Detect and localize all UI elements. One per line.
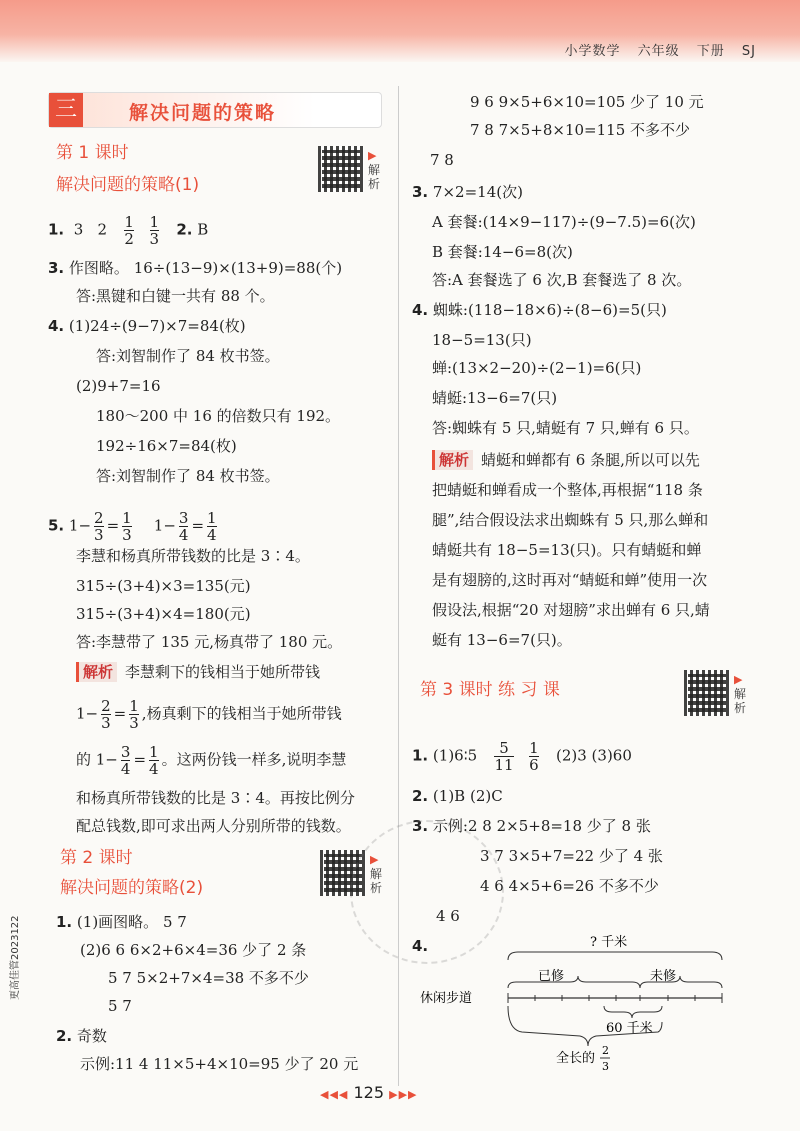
- l2-q1-line1: 1. (1)画图略。 5 7: [56, 913, 187, 931]
- lesson1-subtitle: 解决问题的策略(1): [56, 175, 200, 195]
- qr-analysis-label: ▶解析: [368, 149, 381, 191]
- page-number: 125: [353, 1083, 385, 1102]
- l1-q4-line3: (2)9+7=16: [76, 377, 161, 395]
- l3-q3-line3: 4 6 4×5+6=26 不多不少: [480, 877, 659, 895]
- l1-q4-line6: 答:刘智制作了 84 枚书签。: [96, 467, 280, 485]
- r-line1: 9 6 9×5+6×10=105 少了 10 元: [470, 93, 704, 111]
- header-edition: SJ: [741, 44, 756, 59]
- r-q3-line1: 3. 7×2=14(次): [412, 183, 523, 201]
- full-length-label: 全长的: [556, 1051, 596, 1066]
- repaired-brace: [508, 976, 640, 988]
- l1-q4-line4: 180～200 中 16 的倍数只有 192。: [96, 407, 341, 425]
- play-icon: ▶: [368, 149, 377, 162]
- r-q4-line2: 18−5=13(只): [432, 331, 532, 349]
- l3-q2: 2. (1)B (2)C: [412, 787, 503, 805]
- r-line3: 7 8: [430, 151, 454, 169]
- l1-q3-line1: 3. 作图略。 16÷(13−9)×(13+9)=88(个): [48, 259, 343, 277]
- book-header: [564, 40, 756, 59]
- qr-code-icon[interactable]: [684, 670, 730, 716]
- l1-q5-line5: 答:李慧带了 135 元,杨真带了 180 元。: [76, 633, 343, 651]
- r-analysis-line6: 假设法,根据“20 对翅膀”求出蝉有 6 只,蜻: [432, 601, 710, 619]
- r-analysis-line3: 腿”,结合假设法求出蜘蛛有 5 只,那么蝉和: [432, 511, 709, 529]
- l1-q4-line2: 答:刘智制作了 84 枚书签。: [96, 347, 280, 365]
- lesson2-title: 第 2 课时: [60, 848, 133, 868]
- l1-q5-line1: 5. 1− $\frac{2}{3}$ = $\frac{1}{3}$ 1− $\frac{3}{4}$ = $\frac{1}{4}$: [48, 509, 217, 544]
- fraction: $\frac{1}{2}$: [124, 213, 134, 248]
- lesson1-title: 第 1 课时: [56, 143, 129, 163]
- prev-arrows-icon: ◀◀◀: [320, 1088, 349, 1101]
- play-icon: ▶: [734, 673, 743, 686]
- l2-q2-line1: 2. 奇数: [56, 1027, 107, 1045]
- r-analysis-line2: 把蜻蜓和蝉看成一个整体,再根据“118 条: [432, 481, 703, 499]
- qr-analysis-label: ▶解析: [734, 673, 747, 715]
- l1-analysis-line1: 解析 李慧剩下的钱相当于她所带钱: [76, 662, 320, 682]
- r-q4-line3: 蝉:(13×2−20)÷(2−1)=6(只): [432, 359, 642, 377]
- l2-q1-line3: 5 7 5×2+7×4=38 不多不少: [108, 969, 309, 987]
- header-grade: 六年级: [637, 44, 680, 59]
- lesson2-subtitle: 解决问题的策略(2): [60, 878, 204, 898]
- segment-brace: [604, 1006, 662, 1018]
- l3-q3-line2: 3 7 3×5+7=22 少了 4 张: [480, 847, 663, 865]
- r-analysis-line7: 蜓有 13−6=7(只)。: [432, 631, 572, 649]
- unrepaired-label: 未修: [650, 969, 677, 984]
- unit-title: 解决问题的策略: [129, 102, 277, 124]
- l1-analysis-line2: 1− $\frac{2}{3}$ = $\frac{1}{3}$ ,杨真剩下的钱相当于她所带钱: [76, 697, 342, 732]
- analysis-tag: 解析: [432, 450, 473, 470]
- header-volume: 下册: [696, 44, 725, 59]
- next-arrows-icon: ▶▶▶: [389, 1088, 418, 1101]
- unit-number: 三: [49, 93, 83, 127]
- r-q3-line2: A 套餐:(14×9−117)÷(9−7.5)=6(次): [432, 213, 696, 231]
- r-q4-line4: 蜻蜓:13−6=7(只): [432, 389, 558, 407]
- fraction: $\frac{1}{3}$: [149, 213, 160, 248]
- l1-q5-line3: 315÷(3+4)×3=135(元): [76, 577, 251, 595]
- l2-q1-line4: 5 7: [108, 997, 132, 1015]
- segment-label: 60 千米: [606, 1021, 653, 1036]
- l3-q3-line1: 3. 示例:2 8 2×5+8=18 少了 8 张: [412, 817, 651, 835]
- full-frac-den: 3: [602, 1060, 609, 1073]
- side-print-code: 更高佳管2023122: [10, 915, 21, 1000]
- r-analysis-line4: 蜻蜓共有 18−5=13(只)。只有蜻蜓和蝉: [432, 541, 702, 559]
- road-label: 休闲步道: [420, 991, 473, 1006]
- l2-q1-line2: (2)6 6 6×2+6×4=36 少了 2 条: [80, 941, 307, 959]
- diagram-total-label: ? 千米: [590, 935, 628, 950]
- qr-code-icon[interactable]: [318, 146, 364, 192]
- total-brace: [508, 952, 722, 960]
- l3-q3-line4: 4 6: [436, 907, 460, 925]
- r-analysis-line5: 是有翅膀的,这时再对“蜻蜓和蝉”使用一次: [432, 571, 708, 589]
- play-icon: ▶: [370, 853, 379, 866]
- qr-analysis-label: ▶解析: [370, 853, 383, 895]
- l1-q1: 1. 3 2 $\frac{1}{2}$ $\frac{1}{3}$ 2. B: [48, 213, 209, 248]
- l1-q5-line2: 李慧和杨真所带钱数的比是 3∶4。: [76, 547, 310, 565]
- page-number-bar: [320, 1083, 418, 1102]
- r-q4-line5: 答:蜘蛛有 5 只,蜻蜓有 7 只,蝉有 6 只。: [432, 419, 699, 437]
- r-q3-line3: B 套餐:14−6=8(次): [432, 243, 573, 261]
- l1-q4-line1: 4. (1)24÷(9−7)×7=84(枚): [48, 317, 246, 335]
- r-q3-line4: 答:A 套餐选了 6 次,B 套餐选了 8 次。: [432, 271, 692, 289]
- l1-q3-line2: 答:黑键和白键一共有 88 个。: [76, 287, 275, 305]
- l3-q4-num: 4.: [412, 937, 429, 955]
- line-segment-diagram: [410, 930, 740, 1080]
- lesson3-title: 第 3 课时 练 习 课: [420, 680, 560, 700]
- header-subject: 小学数学: [564, 44, 621, 59]
- r-line2: 7 8 7×5+8×10=115 不多不少: [470, 121, 691, 139]
- r-analysis-line1: 解析 蜻蜓和蝉都有 6 条腿,所以可以先: [432, 450, 700, 470]
- r-q4-line1: 4. 蜘蛛:(118−18×6)÷(8−6)=5(只): [412, 301, 667, 319]
- full-frac-num: 2: [602, 1044, 609, 1057]
- l3-q1: 1. (1)6∶5 $\frac{5}{11}$ $\frac{1}{6}$ (2)3 (3)60: [412, 739, 632, 774]
- l1-analysis-line3: 的 1− $\frac{3}{4}$ = $\frac{1}{4}$ 。这两份钱一样多,说明李慧: [76, 743, 347, 778]
- l2-q2-line2: 示例:11 4 11×5+4×10=95 少了 20 元: [80, 1055, 359, 1073]
- analysis-tag: 解析: [76, 662, 117, 682]
- l1-analysis-line5: 配总钱数,即可求出两人分别所带的钱数。: [76, 817, 351, 835]
- l1-q4-line5: 192÷16×7=84(枚): [96, 437, 237, 455]
- l1-analysis-line4: 和杨真所带钱数的比是 3∶4。再按比例分: [76, 789, 355, 807]
- l1-q5-line4: 315÷(3+4)×4=180(元): [76, 605, 251, 623]
- repaired-label: 已修: [538, 969, 565, 984]
- unit-banner: [48, 92, 382, 128]
